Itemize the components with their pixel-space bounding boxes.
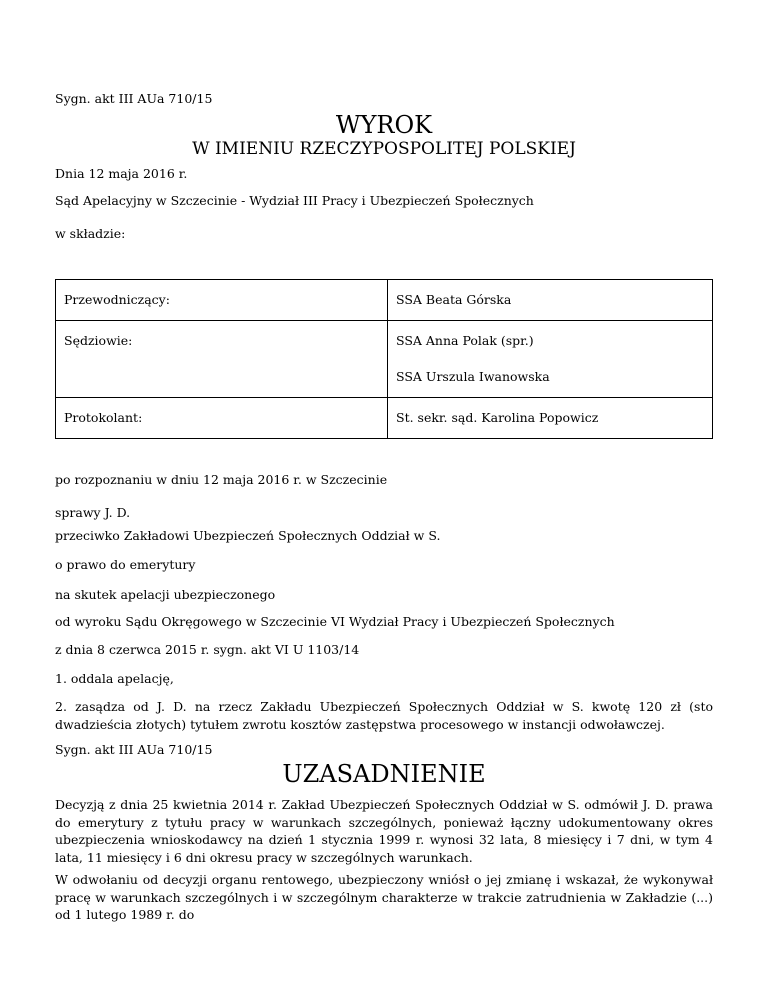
ruling-point-2: 2. zasądza od J. D. na rzecz Zakładu Ubezpieczeń Społecznych Oddział w S. kwotę 120 zł (sto dwadzieścia złotych) tytułem zwrotu kosztów zastępstwa procesowego w instancji odwoławczej. <box>55 699 713 732</box>
name-judge-1: SSA Anna Polak (spr.) <box>396 333 534 348</box>
subject-line: o prawo do emerytury <box>55 557 196 572</box>
justification-paragraph-1: Decyzją z dnia 25 kwietnia 2014 r. Zakład Ubezpieczeń Społecznych Oddział w S. odmówił J. D. prawa do emerytury z tytułu pracy w warunkach szczególnych, ponieważ łączny udokumentowany okres ubezpieczenia wnioskodawcy na dzień 1 stycznia 1999 r. wynosi 32 lata, 8 miesięcy i 7 dni, w tym 4 lata, 11 miesięcy i 6 dni okresu pracy w szczególnych warunkach. <box>55 797 713 865</box>
table-row <box>56 280 713 321</box>
hearing-line: po rozpoznaniu w dniu 12 maja 2016 r. w Szczecinie <box>55 472 388 487</box>
ruling-point-1: 1. oddala apelację, <box>55 671 174 686</box>
composition-intro: w składzie: <box>55 226 126 241</box>
judgment-title: WYROK <box>335 111 433 139</box>
role-cell <box>56 398 388 439</box>
justification-title: UZASADNIENIE <box>282 760 486 788</box>
justification-paragraph-2: W odwołaniu od decyzji organu rentowego, ubezpieczony wniósł o jej zmianę i wskazał, że wykonywał pracę w warunkach szczególnych i w szczególnym charakterze w trakcie zatrudnienia w Zakładzie (...) od 1 lutego 1989 r. do <box>55 872 713 922</box>
name-clerk: St. sekr. sąd. Karolina Popowicz <box>396 410 599 425</box>
lower-court-line: od wyroku Sądu Okręgowego w Szczecinie VI Wydział Pracy i Ubezpieczeń Społecznych <box>55 614 615 629</box>
role-judges: Sędziowie: <box>64 333 133 348</box>
appeal-line: na skutek apelacji ubezpieczonego <box>55 587 276 602</box>
table-row <box>56 321 713 398</box>
court-composition-table <box>55 279 713 439</box>
role-cell <box>56 321 388 398</box>
name-presiding: SSA Beata Górska <box>396 292 512 307</box>
judgment-subtitle: W IMIENIU RZECZYPOSPOLITEJ POLSKIEJ <box>192 139 576 159</box>
case-reference-top: Sygn. akt III AUa 710/15 <box>55 91 213 106</box>
names-cell <box>388 398 713 439</box>
names-cell <box>388 280 713 321</box>
court-name: Sąd Apelacyjny w Szczecinie - Wydział III Pracy i Ubezpieczeń Społecznych <box>55 193 534 208</box>
respondent-line: przeciwko Zakładowi Ubezpieczeń Społecznych Oddział w S. <box>55 528 441 543</box>
role-cell <box>56 280 388 321</box>
names-cell <box>388 321 713 398</box>
case-reference-bottom: Sygn. akt III AUa 710/15 <box>55 742 213 757</box>
case-party-line: sprawy J. D. <box>55 505 131 520</box>
role-clerk: Protokolant: <box>64 410 143 425</box>
name-judge-2: SSA Urszula Iwanowska <box>396 369 550 384</box>
lower-court-date-line: z dnia 8 czerwca 2015 r. sygn. akt VI U 1103/14 <box>55 642 360 657</box>
table-row <box>56 398 713 439</box>
role-presiding: Przewodniczący: <box>64 292 170 307</box>
judgment-date: Dnia 12 maja 2016 r. <box>55 166 188 181</box>
